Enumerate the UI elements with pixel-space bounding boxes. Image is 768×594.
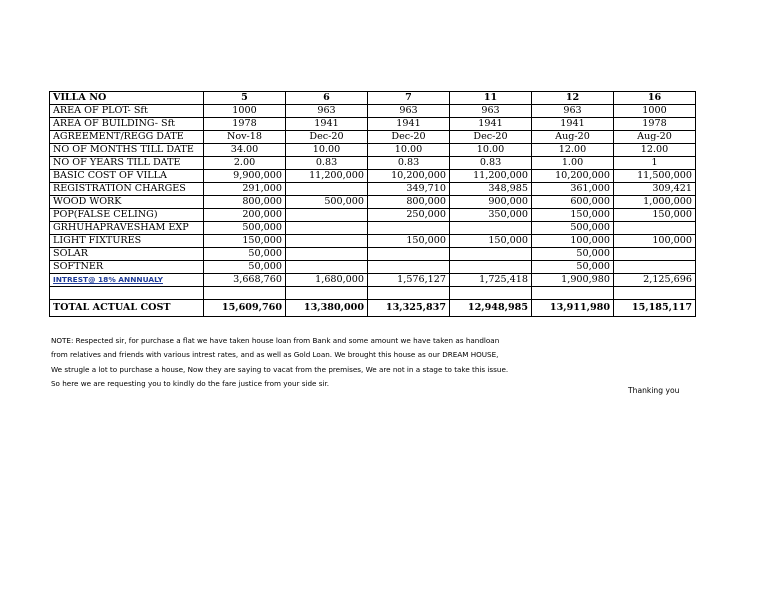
villa-number: 5 xyxy=(204,92,286,105)
table-row xyxy=(50,209,696,222)
villa-number: 16 xyxy=(614,92,696,105)
table-cell: 1,680,000 xyxy=(286,274,368,287)
row-label: NO OF YEARS TILL DATE xyxy=(50,157,204,170)
table-cell: Dec-20 xyxy=(450,131,532,144)
row-label: BASIC COST OF VILLA xyxy=(50,170,204,183)
table-cell xyxy=(286,209,368,222)
table-cell: 10,200,000 xyxy=(368,170,450,183)
total-cell: 13,325,837 xyxy=(368,300,450,317)
table-cell: 150,000 xyxy=(532,209,614,222)
table-cell xyxy=(450,222,532,235)
table-cell: Aug-20 xyxy=(614,131,696,144)
villa-number: 12 xyxy=(532,92,614,105)
table-cell: 3,668,760 xyxy=(204,274,286,287)
villa-number: 11 xyxy=(450,92,532,105)
total-cell: 15,609,760 xyxy=(204,300,286,317)
table-row xyxy=(50,196,696,209)
table-cell: 11,200,000 xyxy=(286,170,368,183)
table-cell: 1,576,127 xyxy=(368,274,450,287)
table-cell: 150,000 xyxy=(614,209,696,222)
row-label: SOFTNER xyxy=(50,261,204,274)
row-label: GRHUHAPRAVESHAM EXP xyxy=(50,222,204,235)
row-label: POP(FALSE CELING) xyxy=(50,209,204,222)
table-cell: 800,000 xyxy=(204,196,286,209)
table-cell: 10.00 xyxy=(450,144,532,157)
table-cell: 12.00 xyxy=(532,144,614,157)
interest-label: INTREST@ 18% ANNNUALY xyxy=(53,275,163,284)
table-cell: 10.00 xyxy=(286,144,368,157)
table-cell xyxy=(286,183,368,196)
table-cell xyxy=(368,222,450,235)
table-cell: 900,000 xyxy=(450,196,532,209)
table-cell: 1,000,000 xyxy=(614,196,696,209)
table-cell: 0.83 xyxy=(286,157,368,170)
table-body xyxy=(50,92,696,317)
table-row xyxy=(50,183,696,196)
table-cell: 350,000 xyxy=(450,209,532,222)
table-cell xyxy=(286,248,368,261)
row-label: AREA OF PLOT- Sft xyxy=(50,105,204,118)
total-row xyxy=(50,300,696,317)
table-cell: 291,000 xyxy=(204,183,286,196)
table-cell: 11,200,000 xyxy=(450,170,532,183)
table-row xyxy=(50,131,696,144)
table-cell: 2.00 xyxy=(204,157,286,170)
total-cell: 15,185,117 xyxy=(614,300,696,317)
table-cell: 1941 xyxy=(368,118,450,131)
table-row xyxy=(50,261,696,274)
table-cell: 50,000 xyxy=(532,261,614,274)
empty-cell xyxy=(50,287,204,300)
table-cell: Dec-20 xyxy=(368,131,450,144)
table-cell: 10,200,000 xyxy=(532,170,614,183)
total-cell: 13,380,000 xyxy=(286,300,368,317)
table-cell: 150,000 xyxy=(450,235,532,248)
empty-cell xyxy=(450,287,532,300)
header-label: VILLA NO xyxy=(50,92,204,105)
table-cell xyxy=(368,261,450,274)
table-cell: 963 xyxy=(532,105,614,118)
villa-number: 7 xyxy=(368,92,450,105)
table-cell: 0.83 xyxy=(450,157,532,170)
table-cell: 500,000 xyxy=(286,196,368,209)
table-cell: Aug-20 xyxy=(532,131,614,144)
table-cell: 9,900,000 xyxy=(204,170,286,183)
table-cell: 1978 xyxy=(204,118,286,131)
table-cell: 34.00 xyxy=(204,144,286,157)
note-line: So here we are requesting you to kindly do the fare justice from your side sir. xyxy=(51,378,330,388)
header-row xyxy=(50,92,696,105)
closing-text: Thanking you xyxy=(628,386,680,395)
row-label xyxy=(50,274,204,287)
table-cell: 150,000 xyxy=(368,235,450,248)
table-cell: 963 xyxy=(286,105,368,118)
table-cell: 348,985 xyxy=(450,183,532,196)
table-cell: 1 xyxy=(614,157,696,170)
total-cell: 12,948,985 xyxy=(450,300,532,317)
table-row xyxy=(50,144,696,157)
table-cell: 1941 xyxy=(286,118,368,131)
empty-cell xyxy=(368,287,450,300)
empty-cell xyxy=(614,287,696,300)
table-cell xyxy=(368,248,450,261)
table-row xyxy=(50,157,696,170)
table-row xyxy=(50,235,696,248)
table-row xyxy=(50,118,696,131)
table-cell: 2,125,696 xyxy=(614,274,696,287)
table-cell: 361,000 xyxy=(532,183,614,196)
table-cell: 600,000 xyxy=(532,196,614,209)
table-cell: 0.83 xyxy=(368,157,450,170)
table-cell: 1000 xyxy=(614,105,696,118)
table-cell: Dec-20 xyxy=(286,131,368,144)
table-cell: 250,000 xyxy=(368,209,450,222)
note-line: from relatives and friends with various intrest rates, and as well as Gold Loan. We brought this house as our DREAM HOUSE, xyxy=(51,350,499,360)
table-cell: 500,000 xyxy=(532,222,614,235)
row-label: LIGHT FIXTURES xyxy=(50,235,204,248)
spacer-row xyxy=(50,287,696,300)
table-cell: 1978 xyxy=(614,118,696,131)
table-cell: 1941 xyxy=(450,118,532,131)
table-cell: 50,000 xyxy=(204,261,286,274)
villa-cost-table xyxy=(49,91,696,317)
note-paragraph xyxy=(51,334,611,391)
row-label: AGREEMENT/REGG DATE xyxy=(50,131,204,144)
note-line: NOTE: Respected sir, for purchase a flat we have taken house loan from Bank and some amount we have taken as handloan xyxy=(51,336,500,345)
table-cell xyxy=(614,222,696,235)
table-cell: 50,000 xyxy=(204,248,286,261)
row-label: NO OF MONTHS TILL DATE xyxy=(50,144,204,157)
table-row xyxy=(50,222,696,235)
table-cell xyxy=(450,261,532,274)
table-cell: 963 xyxy=(368,105,450,118)
table-cell: 50,000 xyxy=(532,248,614,261)
table-cell xyxy=(450,248,532,261)
empty-cell xyxy=(286,287,368,300)
cost-sheet xyxy=(49,91,696,317)
table-cell: 100,000 xyxy=(532,235,614,248)
table-cell: 349,710 xyxy=(368,183,450,196)
row-label: SOLAR xyxy=(50,248,204,261)
table-cell: 1,725,418 xyxy=(450,274,532,287)
table-cell xyxy=(614,248,696,261)
table-cell xyxy=(286,261,368,274)
table-cell: 12.00 xyxy=(614,144,696,157)
table-cell: 1000 xyxy=(204,105,286,118)
table-cell: 100,000 xyxy=(614,235,696,248)
row-label: AREA OF BUILDING- Sft xyxy=(50,118,204,131)
row-label: REGISTRATION CHARGES xyxy=(50,183,204,196)
table-row xyxy=(50,274,696,287)
villa-number: 6 xyxy=(286,92,368,105)
table-cell: 10.00 xyxy=(368,144,450,157)
table-cell: 200,000 xyxy=(204,209,286,222)
table-row xyxy=(50,105,696,118)
empty-cell xyxy=(532,287,614,300)
table-cell: 800,000 xyxy=(368,196,450,209)
table-row xyxy=(50,170,696,183)
table-cell: 963 xyxy=(450,105,532,118)
note-line: We strugle a lot to purchase a house, Now they are saying to vacat from the premises, We are not in a stage to take this issue. xyxy=(51,364,509,374)
table-cell xyxy=(286,235,368,248)
table-cell: 1,900,980 xyxy=(532,274,614,287)
table-cell: Nov-18 xyxy=(204,131,286,144)
table-cell xyxy=(614,261,696,274)
table-cell: 150,000 xyxy=(204,235,286,248)
table-cell: 1941 xyxy=(532,118,614,131)
table-row xyxy=(50,248,696,261)
table-cell: 1.00 xyxy=(532,157,614,170)
total-cell: 13,911,980 xyxy=(532,300,614,317)
table-cell: 11,500,000 xyxy=(614,170,696,183)
total-label: TOTAL ACTUAL COST xyxy=(50,300,204,317)
row-label: WOOD WORK xyxy=(50,196,204,209)
table-cell: 500,000 xyxy=(204,222,286,235)
table-cell: 309,421 xyxy=(614,183,696,196)
table-cell xyxy=(286,222,368,235)
empty-cell xyxy=(204,287,286,300)
